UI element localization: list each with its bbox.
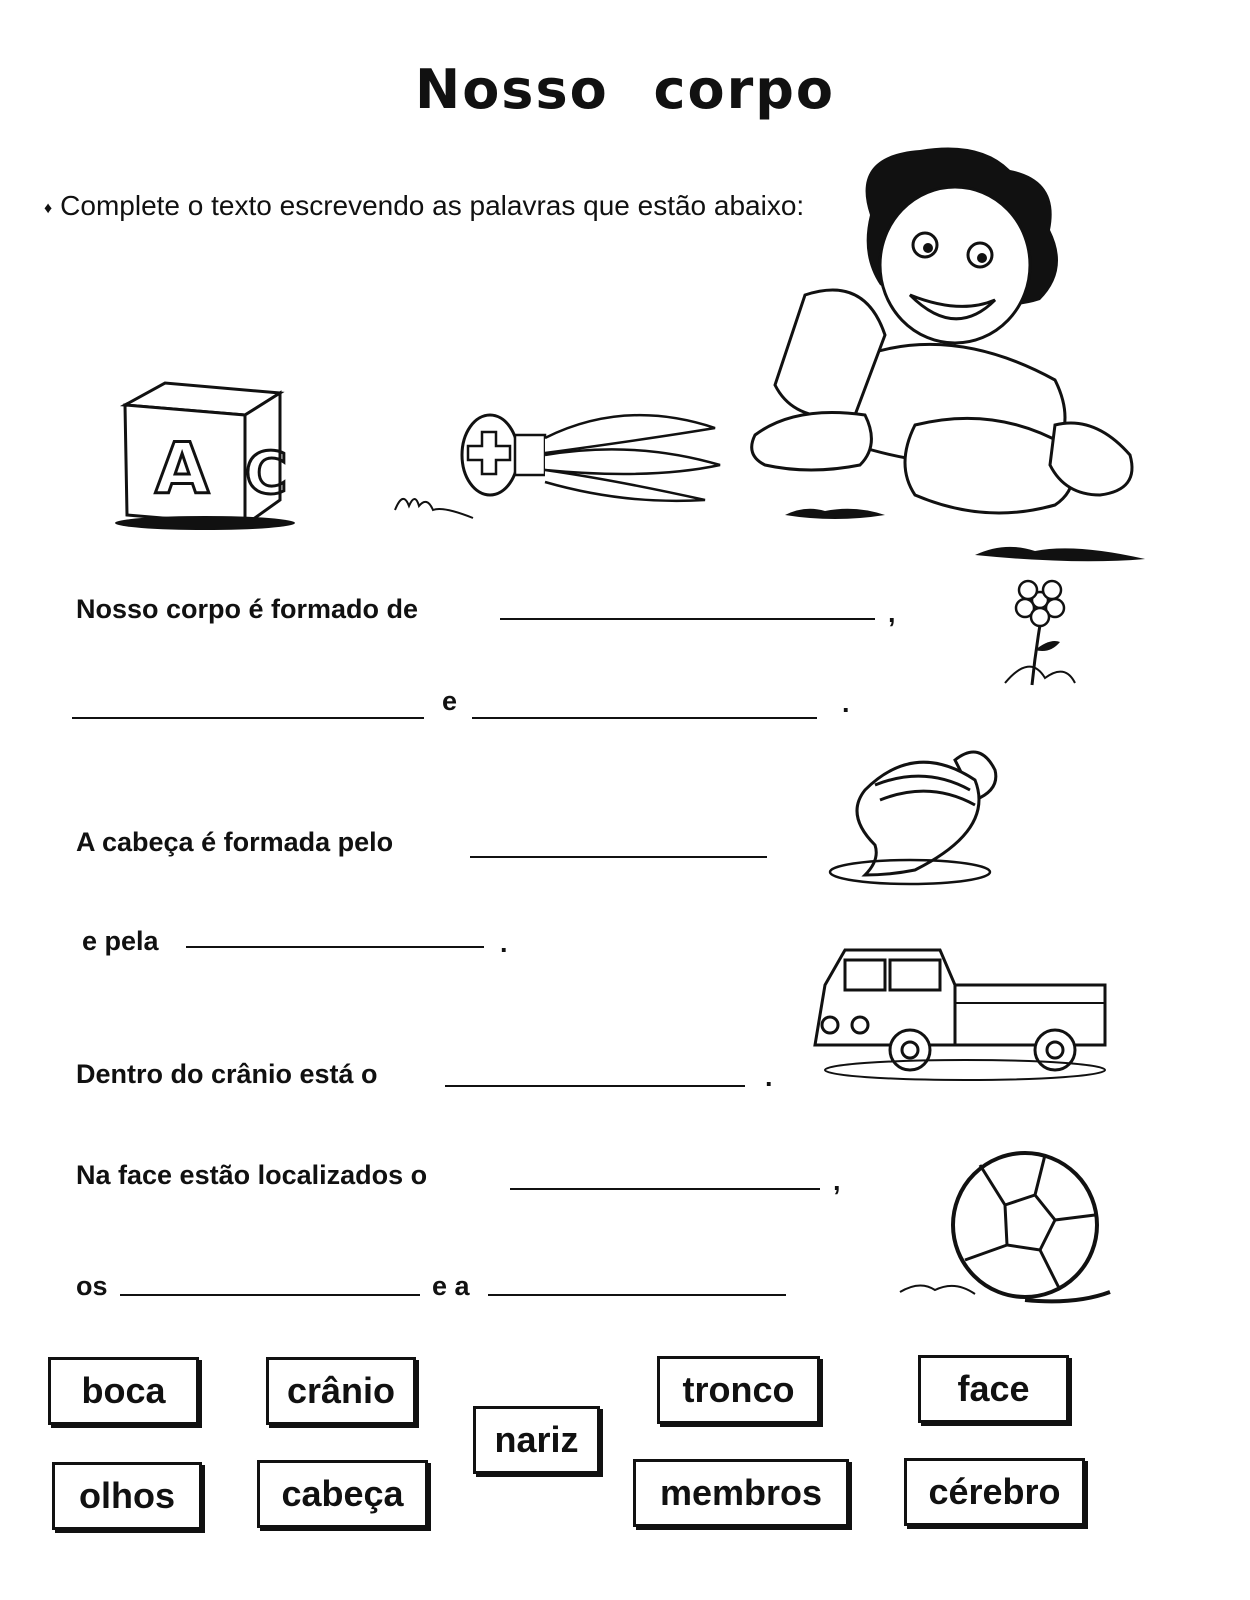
sentence-3-text: Dentro do crânio está o [76, 1059, 378, 1089]
sentence-4-text: Na face estão localizados o [76, 1160, 428, 1190]
instruction-text: Complete o texto escrevendo as palavras que estão abaixo: [60, 190, 805, 221]
blank-5[interactable] [186, 946, 484, 948]
instruction [44, 190, 804, 222]
word-card-membros[interactable]: membros [633, 1459, 849, 1527]
blank-2[interactable] [72, 717, 424, 719]
alphabet-block-illustration [105, 375, 295, 535]
page-title: Nosso corpo [415, 58, 835, 121]
blank-9[interactable] [488, 1294, 786, 1296]
blank-4[interactable] [470, 856, 767, 858]
comma: , [833, 1166, 841, 1196]
word-card-olhos[interactable]: olhos [52, 1462, 202, 1530]
comma: , [888, 598, 896, 628]
blank-3[interactable] [472, 717, 817, 719]
word-card-cerebro[interactable]: cérebro [904, 1458, 1085, 1526]
cube-letter-a: A [155, 428, 210, 510]
word-card-tronco[interactable]: tronco [657, 1356, 820, 1424]
conjunction-e: e [442, 686, 458, 716]
spinning-top-illustration [825, 740, 1005, 890]
blank-6[interactable] [445, 1085, 745, 1087]
sentence-2-text: A cabeça é formada pelo [76, 827, 394, 857]
period: . [500, 928, 508, 958]
sentence-4-os: os [76, 1271, 108, 1301]
sentence-4-ea: e a [432, 1271, 470, 1301]
soccer-ball-illustration [895, 1150, 1115, 1310]
shuttlecock-illustration [390, 400, 730, 520]
word-card-nariz[interactable]: nariz [473, 1406, 600, 1474]
blank-1[interactable] [500, 618, 875, 620]
bullet-icon: ♦ [44, 200, 53, 217]
child-illustration [745, 145, 1145, 565]
blank-7[interactable] [510, 1188, 820, 1190]
blank-8[interactable] [120, 1294, 420, 1296]
word-card-cabeca[interactable]: cabeça [257, 1460, 428, 1528]
word-card-cranio[interactable]: crânio [266, 1357, 416, 1425]
toy-truck-illustration [805, 945, 1110, 1085]
sentence-2b-text: e pela [82, 926, 159, 956]
period: . [842, 688, 850, 718]
sentence-1-text: Nosso corpo é formado de [76, 594, 419, 624]
flower-illustration [995, 575, 1085, 690]
word-card-face[interactable]: face [918, 1355, 1069, 1423]
period: . [765, 1062, 773, 1092]
cube-letter-c: C [245, 439, 288, 507]
word-card-boca[interactable]: boca [48, 1357, 199, 1425]
